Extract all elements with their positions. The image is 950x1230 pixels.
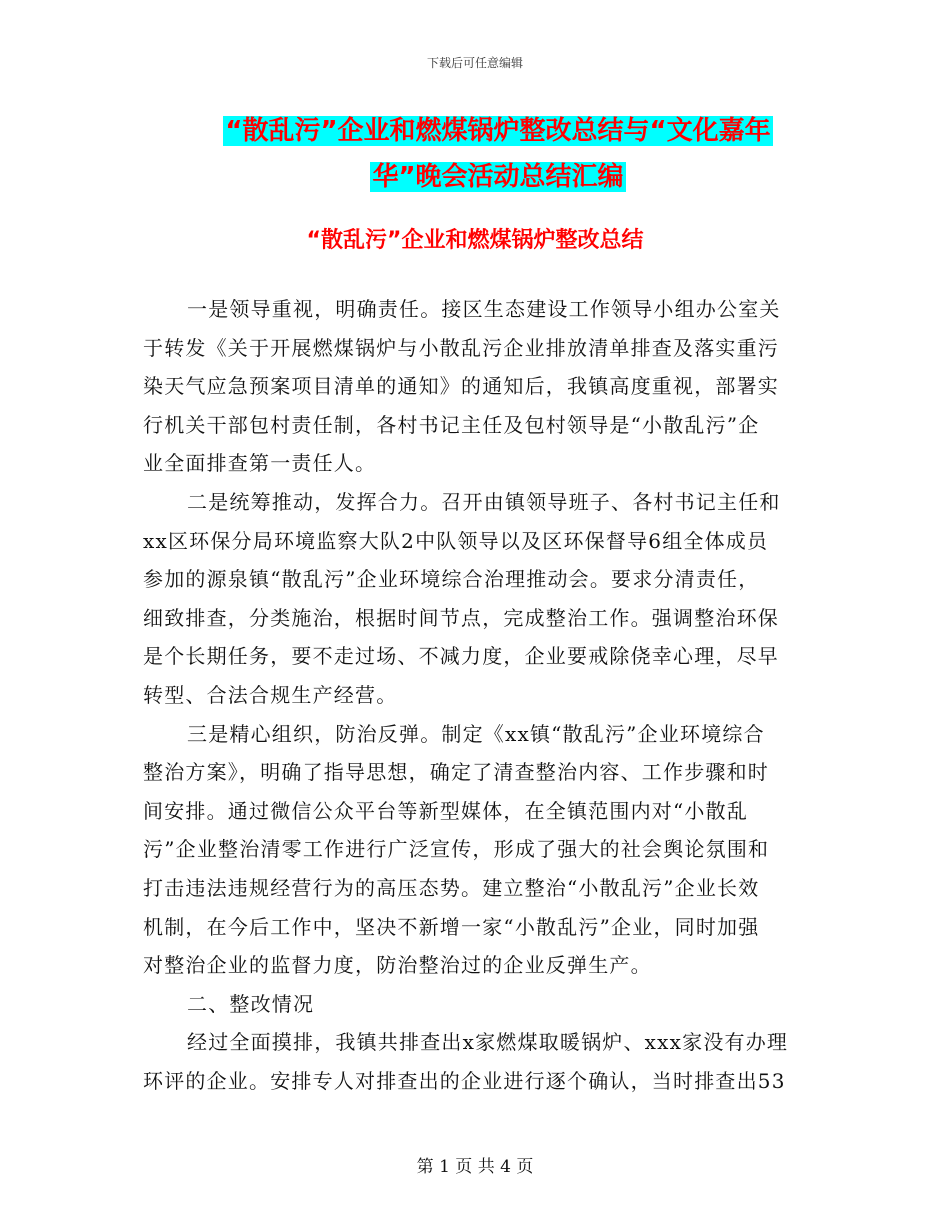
paragraph-line: 一是领导重视，明确责任。接区生态建设工作领导小组办公室关 <box>187 297 781 321</box>
main-title <box>140 108 856 200</box>
section-title: “散乱污”企业和燃煤锅炉整改总结 <box>306 228 644 253</box>
paragraph-line: 三是精心组织，防治反弹。制定《xx镇“散乱污”企业环境综合 <box>187 721 765 746</box>
paragraph-line: 细致排查，分类施治，根据时间节点，完成整治工作。强调整治环保 <box>143 605 779 630</box>
paragraph-line: xx区环保分局环境监察大队2中队领导以及区环保督导6组全体成员 <box>143 528 769 553</box>
paragraph-line: 污”企业整治清零工作进行广泛宣传，形成了强大的社会舆论氛围和 <box>143 837 770 862</box>
main-title-line-2: 华”晚会活动总结汇编 <box>372 162 624 192</box>
paragraph-line: 二是统筹推动，发挥合力。召开由镇领导班子、各村书记主任和 <box>187 489 781 514</box>
main-title-line-1: “散乱污”企业和燃煤锅炉整改总结与“文化嘉年 <box>225 116 771 146</box>
header-note: 下载后可任意编辑 <box>426 56 523 70</box>
paragraph-line: 是个长期任务，要不走过场、不减力度，企业要戒除侥幸心理，尽早 <box>143 644 779 669</box>
paragraph-line: 整治方案》，明确了指导思想，确定了清查整治内容、工作步骤和时 <box>143 760 769 785</box>
paragraph-line: 环评的企业。安排专人对排查出的企业进行逐个确认，当时排查出53 <box>143 1068 786 1093</box>
paragraph-line: 经过全面摸排，我镇共排查出x家燃煤取暖锅炉、xxx家没有办理 <box>187 1030 789 1055</box>
paragraph-line: 打击违法违规经营行为的高压态势。建立整治“小散乱污”企业长效 <box>143 875 760 900</box>
subheading-line: 二、整改情况 <box>187 991 315 1016</box>
paragraph-line: 转型、合法合规生产经营。 <box>143 682 398 707</box>
body-text <box>143 290 811 1100</box>
paragraph-line: 机制，在今后工作中，坚决不新增一家“小散乱污”企业，同时加强 <box>143 914 760 939</box>
page-footer: 第 1 页 共 4 页 <box>416 1157 534 1177</box>
paragraph-line: 于转发《关于开展燃煤锅炉与小散乱污企业排放清单排查及落实重污 <box>143 335 779 360</box>
paragraph-line: 间安排。通过微信公众平台等新型媒体，在全镇范围内对“小散乱 <box>143 798 749 823</box>
paragraph-line: 参加的源泉镇“散乱污”企业环境综合治理推动会。要求分清责任， <box>143 567 760 592</box>
paragraph-line: 业全面排查第一责任人。 <box>143 451 377 476</box>
paragraph-line: 对整治企业的监督力度，防治整治过的企业反弹生产。 <box>143 953 652 978</box>
paragraph-line: 行机关干部包村责任制，各村书记主任及包村领导是“小散乱污”企 <box>143 412 760 437</box>
paragraph-line: 染天气应急预案项目清单的通知》的通知后，我镇高度重视，部署实 <box>143 374 779 399</box>
